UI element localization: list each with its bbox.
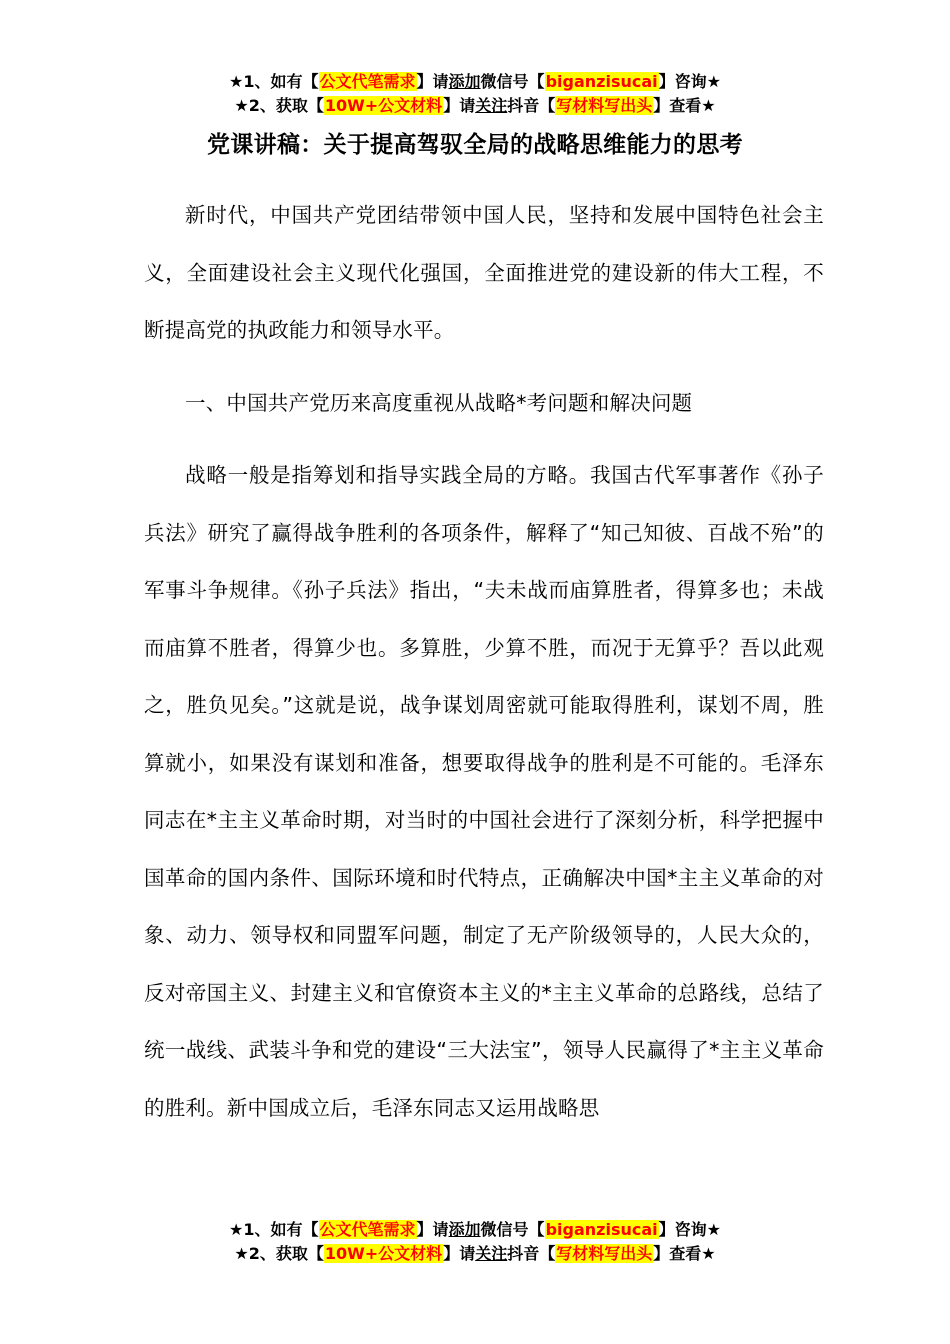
highlight-douyin: 写材料写出头 (556, 1244, 653, 1263)
banner-line-1: ★1、如有【公文代笔需求】请添加微信号【biganzisucai】咨询★ (229, 72, 721, 91)
section-heading-1: 一、中国共产党历来高度重视从战略*考问题和解决问题 (185, 390, 693, 415)
paragraph-strategy: 战略一般是指筹划和指导实践全局的方略。我国古代军事著作《孙子兵法》研究了赢得战争胜利的各项条件，解释了“知己知彼、百战不殆”的军事斗争规律。《孙子兵法》指出，“夫未战而庙算胜者，得算多也；未战而庙算不胜者，得算少也。多算胜，少算不胜，而况于无算乎？吾以此观之，胜负见矣。”这就是说，战争谋划周密就可能取得胜利，谋划不周，胜算就小，如果没有谋划和准备，想要取得战争的胜利是不可能的。毛泽东同志在*主主义革命时期，对当时的中国社会进行了深刻分析，科学把握中国革命的国内条件、国际环境和时代特点，正确解决中国*主主义革命的对象、动力、领导权和同盟军问题，制定了无产阶级领导的，人民大众的，反对帝国主义、封建主义和官僚资本主义的*主主义革命的总路线，总结了统一战线、武装斗争和党的建设“三大法宝”，领导人民赢得了*主主义革命的胜利。新中国成立后，毛泽东同志又运用战略思 (144, 463, 824, 1120)
highlight-service: 公文代笔需求 (319, 72, 416, 91)
paragraph-intro: 新时代，中国共产党团结带领中国人民，坚持和发展中国特色社会主义，全面建设社会主义现代化强国，全面推进党的建设新的伟大工程，不断提高党的执政能力和领导水平。 (144, 203, 824, 342)
highlight-service: 公文代笔需求 (319, 1220, 416, 1239)
highlight-materials: 10W+公文材料 (324, 1244, 443, 1263)
highlight-wechat-id: biganzisucai (545, 1220, 658, 1239)
document-body (144, 187, 824, 1137)
banner-line-2: ★2、获取【10W+公文材料】请关注抖音【写材料写出头】查看★ (234, 96, 716, 115)
banner-line-1: ★1、如有【公文代笔需求】请添加微信号【biganzisucai】咨询★ (229, 1220, 721, 1239)
highlight-wechat-id: biganzisucai (545, 72, 658, 91)
header-banner (0, 70, 950, 118)
highlight-douyin: 写材料写出头 (556, 96, 653, 115)
document-title: 党课讲稿：关于提高驾驭全局的战略思维能力的思考 (207, 132, 743, 158)
footer-banner (0, 1218, 950, 1266)
highlight-materials: 10W+公文材料 (324, 96, 443, 115)
banner-line-2: ★2、获取【10W+公文材料】请关注抖音【写材料写出头】查看★ (234, 1244, 716, 1263)
